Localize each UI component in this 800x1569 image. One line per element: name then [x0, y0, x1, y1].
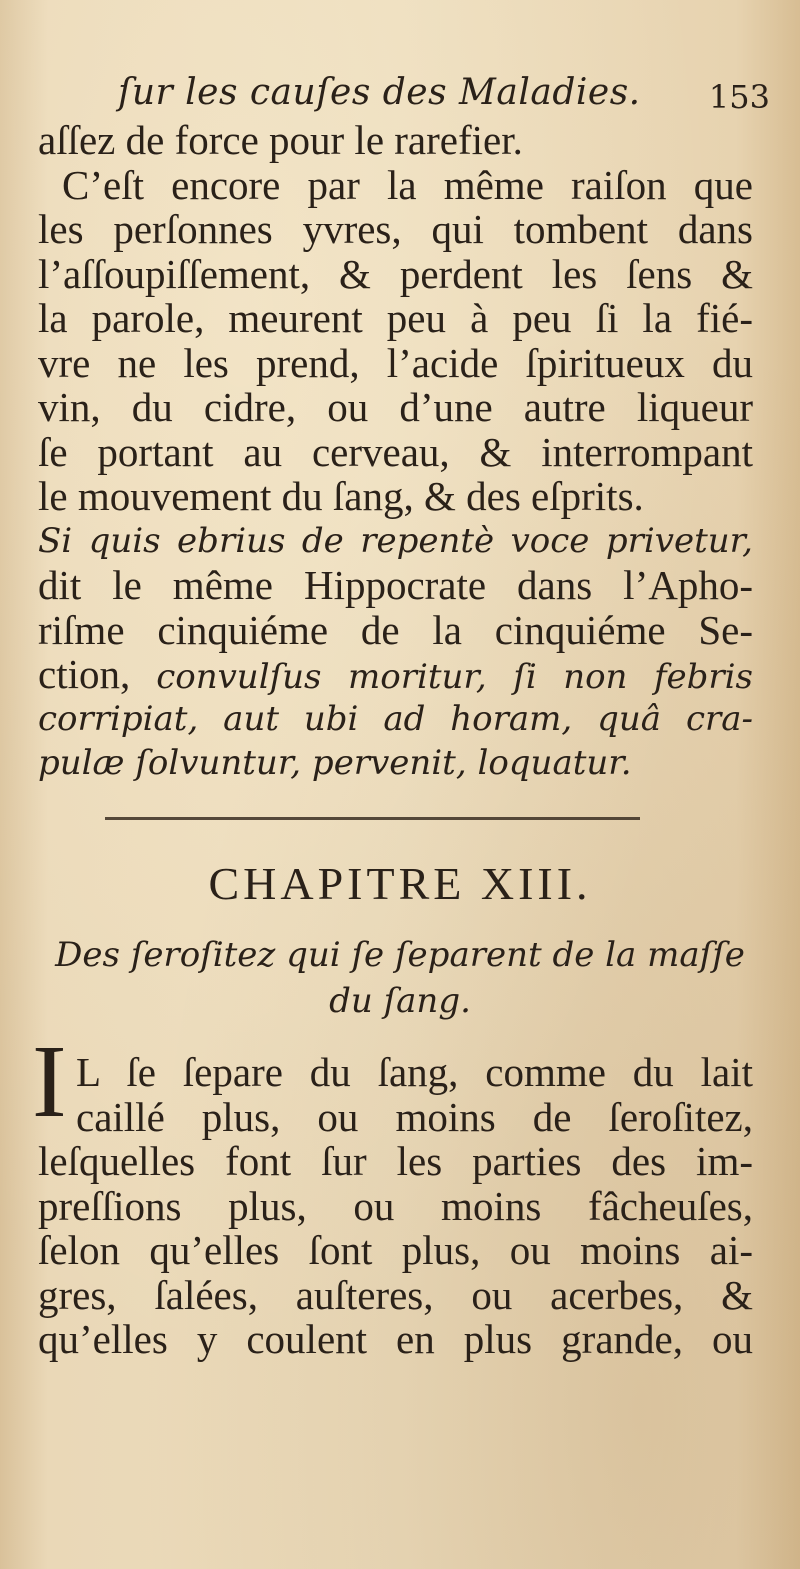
chapter-subtitle-line: Des ſeroſitez qui ſe ſeparent de la maſſe [55, 935, 745, 975]
drop-cap: I [32, 1024, 67, 1139]
chapter-heading: CHAPITRE XIII. [208, 858, 592, 909]
text-line: aſſez de force pour le rarefier. [38, 117, 523, 163]
text-line: caillé plus, ou moins de ſeroſitez, [76, 1093, 753, 1140]
running-head [0, 72, 800, 122]
latin-quote-line: pulæ ſolvuntur, pervenit, loquatur. [38, 743, 632, 783]
text-line: la parole, meurent peu à peu ſi la fié- [38, 295, 753, 341]
text-line: vin, du cidre, ou d’une autre liqueur [38, 384, 753, 430]
chapter-paragraph [38, 1050, 753, 1362]
text-line: riſme cinquiéme de la cinquiéme Se- [38, 606, 753, 653]
text-line: le mouvement du ſang, & des eſprits. [38, 473, 644, 519]
latin-quote-fragment: convulſus moritur, ſi non febris [156, 657, 754, 697]
text-fragment: ction, [38, 651, 131, 697]
text-line: vre ne les prend, l’acide ſpiritueux du [38, 339, 753, 386]
text-line: L ſe ſepare du ſang, comme du lait [76, 1049, 753, 1095]
text-line: les perſonnes yvres, qui tombent dans [38, 206, 753, 252]
chapter-subtitle-line: du ſang. [329, 981, 471, 1021]
running-head-title: ſur les cauſes des Maladies. [118, 72, 641, 113]
text-line: gres, ſalées, auſteres, ou acerbes, & [38, 1271, 753, 1318]
text-line: ſe portant au cerveau, & interrompant [38, 428, 753, 475]
chapter-subtitle [0, 932, 800, 1024]
latin-quote-line: corripiat, aut ubi ad horam, quâ cra- [38, 698, 753, 739]
section-divider [105, 817, 640, 820]
text-line: qu’elles y coulent en plus grande, ou [38, 1316, 753, 1362]
text-line: l’aſſoupiſſement, & perdent les ſens & [38, 250, 753, 297]
text-line: preſſions plus, ou moins fâcheuſes, [38, 1182, 753, 1229]
body-text [38, 118, 753, 786]
text-line: C’eſt encore par la même raiſon que [62, 161, 753, 208]
text-line: leſquelles font ſur les parties des im- [38, 1138, 753, 1184]
latin-quote-line: Si quis ebrius de repentè voce privetur, [38, 520, 753, 561]
text-line: ſelon qu’elles ſont plus, ou moins ai- [38, 1227, 753, 1273]
mixed-line [38, 652, 753, 697]
page-number: 153 [708, 78, 770, 116]
text-line: dit le même Hippocrate dans l’Apho- [38, 562, 753, 608]
